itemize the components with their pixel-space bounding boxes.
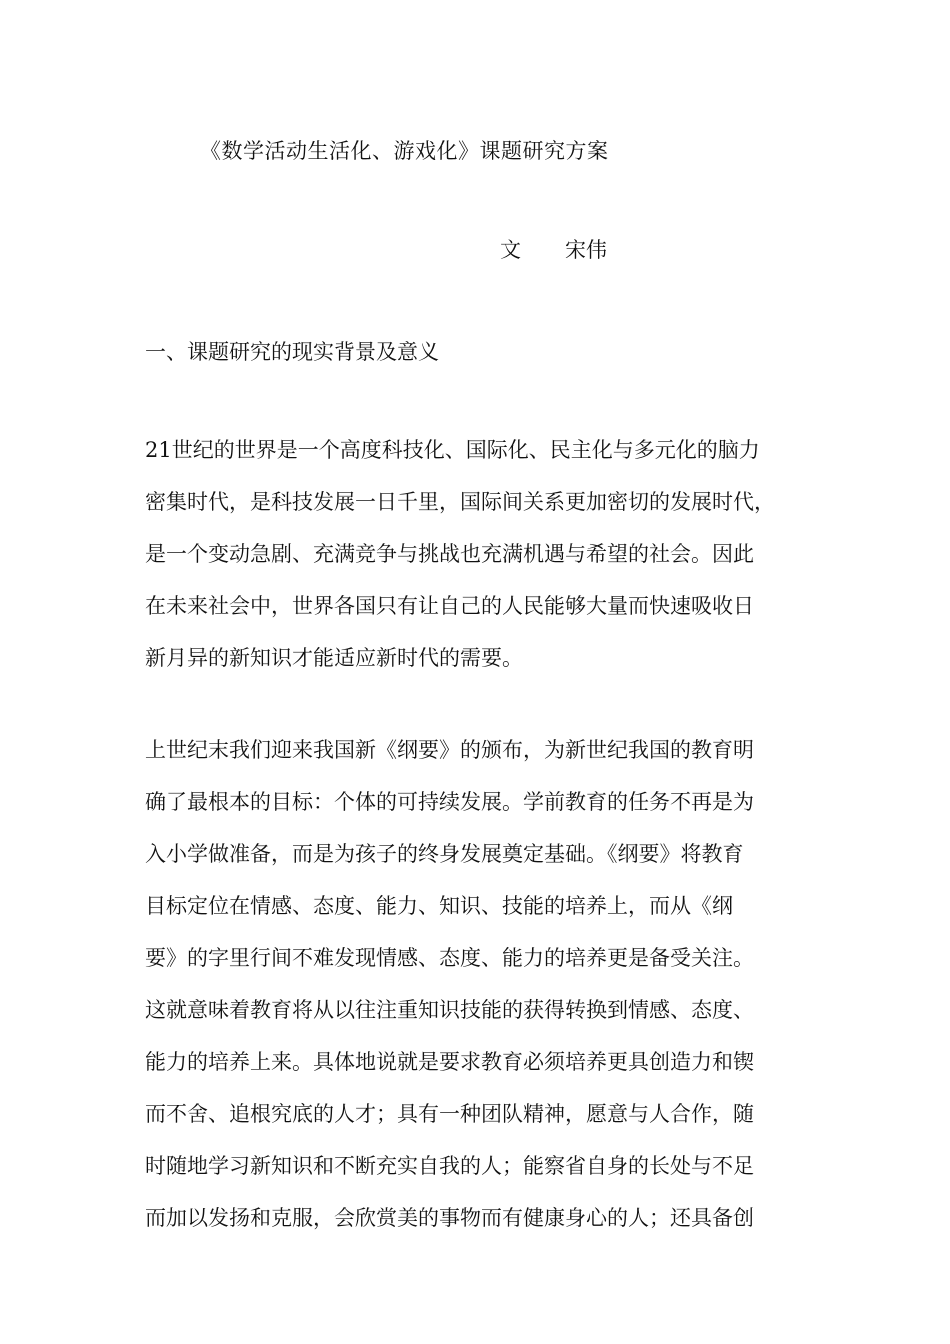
paragraph-line: 是一个变动急剧、充满竞争与挑战也充满机遇与希望的社会。因此 [145, 542, 754, 566]
document-title: 《数学活动生活化、游戏化》课题研究方案 [200, 139, 609, 163]
paragraph-line: 上世纪末我们迎来我国新《纲要》的颁布，为新世纪我国的教育明 [145, 738, 754, 762]
author-line [500, 232, 607, 268]
paragraph-line: 在未来社会中，世界各国只有让自己的人民能够大量而快速吸收日 [145, 594, 754, 618]
author-name: 宋伟 [565, 238, 607, 262]
section-heading: 一、课题研究的现实背景及意义 [145, 340, 439, 364]
paragraph-line: 而加以发扬和克服，会欣赏美的事物而有健康身心的人；还具备创 [145, 1206, 754, 1230]
paragraph-line: 确了最根本的目标：个体的可持续发展。学前教育的任务不再是为 [145, 790, 754, 814]
paragraph-line: 入小学做准备，而是为孩子的终身发展奠定基础。《纲要》将教育 [145, 842, 744, 866]
paragraph-2 [145, 724, 810, 1244]
paragraph-line: 而不舍、追根究底的人才；具有一种团队精神，愿意与人合作，随 [145, 1102, 754, 1126]
author-prefix: 文 [500, 238, 521, 262]
paragraph-line: 能力的培养上来。具体地说就是要求教育必须培养更具创造力和锲 [145, 1050, 754, 1074]
paragraph-line: 这就意味着教育将从以往注重知识技能的获得转换到情感、态度、 [145, 998, 754, 1022]
paragraph-line: 时随地学习新知识和不断充实自我的人；能察省自身的长处与不足 [145, 1154, 754, 1178]
paragraph-line: 密集时代，是科技发展一日千里，国际间关系更加密切的发展时代， [145, 490, 775, 514]
paragraph-line: 新月异的新知识才能适应新时代的需要。 [145, 646, 523, 670]
paragraph-1 [145, 424, 810, 684]
paragraph-line: 目标定位在情感、态度、能力、知识、技能的培养上，而从《纲 [145, 894, 733, 918]
paragraph-line: 要》的字里行间不难发现情感、态度、能力的培养更是备受关注。 [145, 946, 754, 970]
paragraph-line: 21世纪的世界是一个高度科技化、国际化、民主化与多元化的脑力 [145, 438, 760, 462]
